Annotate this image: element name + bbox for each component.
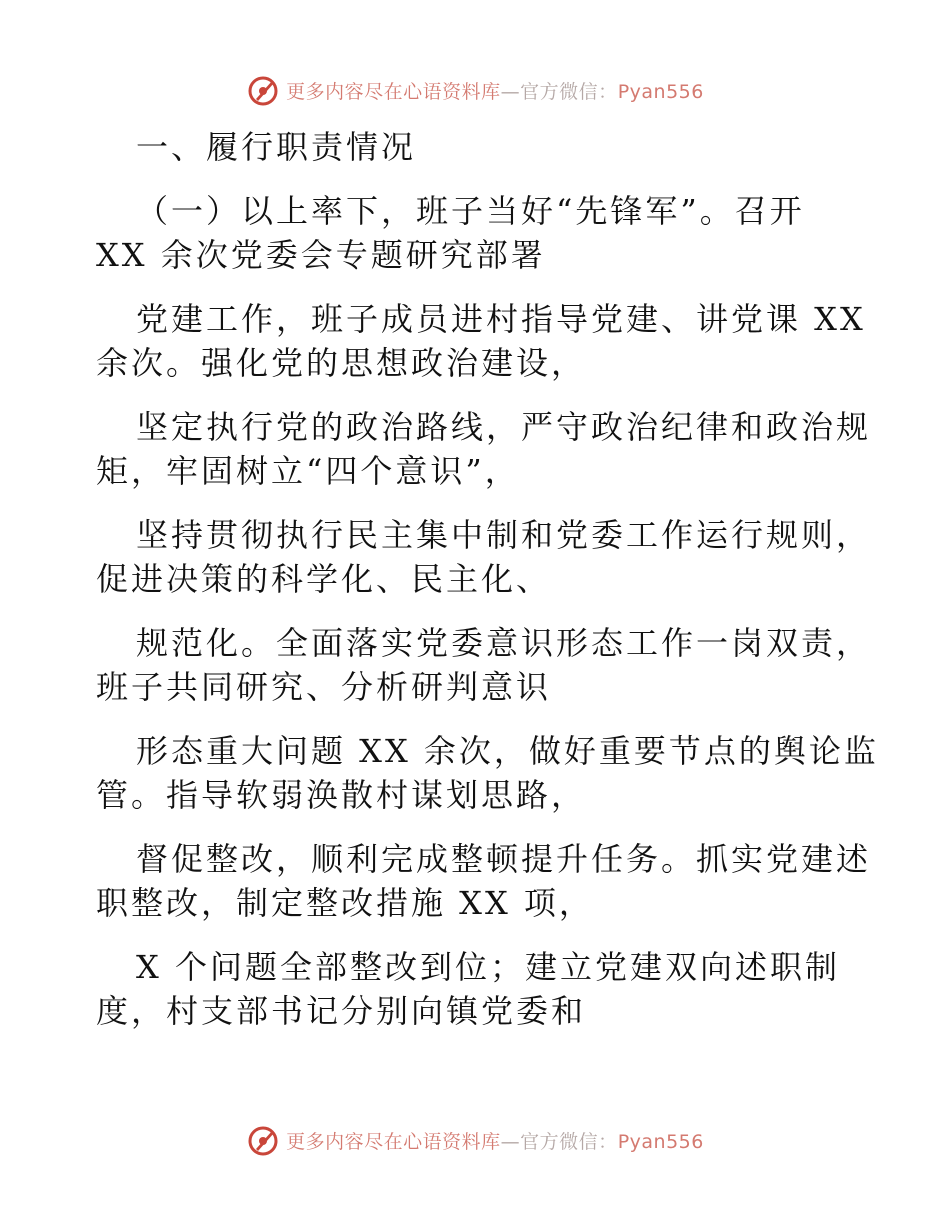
watermark-id: Pyan556 <box>617 1130 704 1153</box>
paragraph-line: 促进决策的科学化、民主化、 <box>96 560 552 598</box>
paragraph-line: XX 余次党委会专题研究部署 <box>96 236 546 274</box>
watermark-id: Pyan556 <box>617 80 704 103</box>
header-watermark <box>0 70 950 110</box>
watermark-dash: — <box>500 80 521 103</box>
watermark-main: 更多内容尽在心语资料库 <box>286 1130 501 1153</box>
document-body <box>96 125 879 1033</box>
watermark-main: 更多内容尽在心语资料库 <box>286 80 501 103</box>
paragraph-line: 余次。强化党的思想政治建设， <box>96 344 587 382</box>
paragraph-line: X 个问题全部整改到位；建立党建双向述职制 <box>136 948 840 986</box>
paragraph-line: 班子共同研究、分析研判意识 <box>96 668 552 706</box>
paragraph-line: 职整改，制定整改措施 XX 项， <box>96 884 594 922</box>
paragraph-line: 规范化。全面落实党委意识形态工作一岗双责， <box>136 624 872 662</box>
paragraph-line: 矩，牢固树立“四个意识”， <box>96 452 520 490</box>
footer-watermark <box>0 1120 950 1160</box>
paragraph-line: （一）以上率下，班子当好“先锋军”。召开 <box>136 192 805 230</box>
watermark-text <box>286 77 704 104</box>
paragraph-line: 坚定执行党的政治路线，严守政治纪律和政治规 <box>136 408 872 446</box>
watermark-dash: — <box>500 1130 521 1153</box>
watermark-sub: 官方微信： <box>520 80 618 103</box>
paragraph-line: 度，村支部书记分别向镇党委和 <box>96 992 587 1030</box>
paragraph-line: 形态重大问题 XX 余次，做好重要节点的舆论监 <box>136 732 879 770</box>
brand-logo-icon <box>246 73 280 107</box>
paragraph-line: 党建工作，班子成员进村指导党建、讲党课 XX <box>136 300 866 338</box>
paragraph-line: 管。指导软弱涣散村谋划思路， <box>96 776 587 814</box>
brand-logo-icon <box>246 1123 280 1157</box>
paragraph-line: 督促整改，顺利完成整顿提升任务。抓实党建述 <box>136 840 872 878</box>
paragraph-line: 坚持贯彻执行民主集中制和党委工作运行规则， <box>136 516 872 554</box>
watermark-sub: 官方微信： <box>520 1130 618 1153</box>
section-heading: 一、履行职责情况 <box>136 128 417 166</box>
watermark-text <box>286 1127 704 1154</box>
